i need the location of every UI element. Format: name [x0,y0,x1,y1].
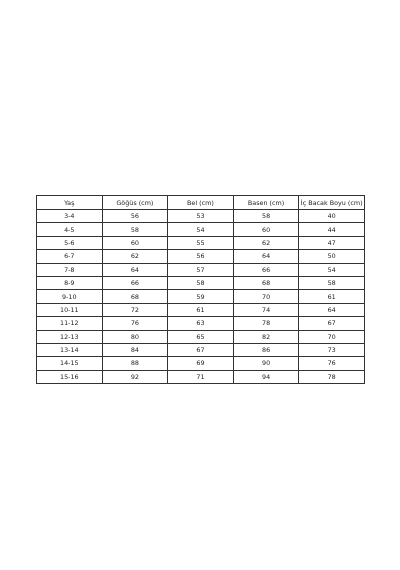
cell-chest: 92 [102,370,168,383]
cell-waist: 65 [168,330,234,343]
cell-chest: 66 [102,276,168,289]
cell-hip: 90 [233,357,299,370]
cell-chest: 72 [102,303,168,316]
size-chart-table [36,195,365,384]
cell-waist: 55 [168,236,234,249]
cell-chest: 68 [102,290,168,303]
table-row [37,250,365,263]
table-row [37,223,365,236]
cell-waist: 53 [168,210,234,223]
table-row [37,236,365,249]
table-row [37,357,365,370]
cell-chest: 62 [102,250,168,263]
cell-inseam: 70 [299,330,365,343]
cell-hip: 66 [233,263,299,276]
cell-inseam: 58 [299,276,365,289]
cell-waist: 59 [168,290,234,303]
cell-hip: 58 [233,210,299,223]
cell-waist: 63 [168,317,234,330]
cell-inseam: 73 [299,343,365,356]
cell-waist: 61 [168,303,234,316]
table-row [37,303,365,316]
header-waist: Bel (cm) [168,196,234,210]
cell-waist: 58 [168,276,234,289]
cell-hip: 82 [233,330,299,343]
table-row [37,210,365,223]
header-row [37,196,365,210]
cell-chest: 56 [102,210,168,223]
cell-waist: 69 [168,357,234,370]
header-inseam: İç Bacak Boyu (cm) [299,196,365,210]
cell-age: 8-9 [37,276,103,289]
table-row [37,330,365,343]
cell-hip: 70 [233,290,299,303]
cell-inseam: 61 [299,290,365,303]
cell-inseam: 76 [299,357,365,370]
cell-age: 3-4 [37,210,103,223]
cell-hip: 78 [233,317,299,330]
cell-hip: 62 [233,236,299,249]
table-row [37,370,365,383]
cell-hip: 74 [233,303,299,316]
cell-age: 15-16 [37,370,103,383]
table-row [37,276,365,289]
cell-chest: 84 [102,343,168,356]
table-row [37,343,365,356]
table-row [37,263,365,276]
cell-age: 11-12 [37,317,103,330]
table-row [37,317,365,330]
cell-inseam: 78 [299,370,365,383]
cell-chest: 60 [102,236,168,249]
cell-age: 12-13 [37,330,103,343]
cell-chest: 76 [102,317,168,330]
cell-age: 6-7 [37,250,103,263]
cell-waist: 56 [168,250,234,263]
cell-inseam: 44 [299,223,365,236]
header-hip: Basen (cm) [233,196,299,210]
cell-age: 5-6 [37,236,103,249]
cell-waist: 71 [168,370,234,383]
cell-waist: 54 [168,223,234,236]
cell-hip: 86 [233,343,299,356]
header-chest: Göğüs (cm) [102,196,168,210]
cell-inseam: 40 [299,210,365,223]
cell-age: 4-5 [37,223,103,236]
cell-waist: 67 [168,343,234,356]
cell-age: 14-15 [37,357,103,370]
cell-hip: 68 [233,276,299,289]
cell-hip: 94 [233,370,299,383]
cell-chest: 88 [102,357,168,370]
cell-age: 7-8 [37,263,103,276]
header-age: Yaş [37,196,103,210]
cell-age: 13-14 [37,343,103,356]
cell-chest: 64 [102,263,168,276]
cell-inseam: 67 [299,317,365,330]
cell-chest: 58 [102,223,168,236]
cell-age: 9-10 [37,290,103,303]
cell-inseam: 64 [299,303,365,316]
cell-inseam: 54 [299,263,365,276]
cell-waist: 57 [168,263,234,276]
table-row [37,290,365,303]
cell-hip: 64 [233,250,299,263]
cell-chest: 80 [102,330,168,343]
cell-hip: 60 [233,223,299,236]
table-header [37,196,365,210]
table-body [37,210,365,384]
cell-inseam: 50 [299,250,365,263]
cell-inseam: 47 [299,236,365,249]
cell-age: 10-11 [37,303,103,316]
